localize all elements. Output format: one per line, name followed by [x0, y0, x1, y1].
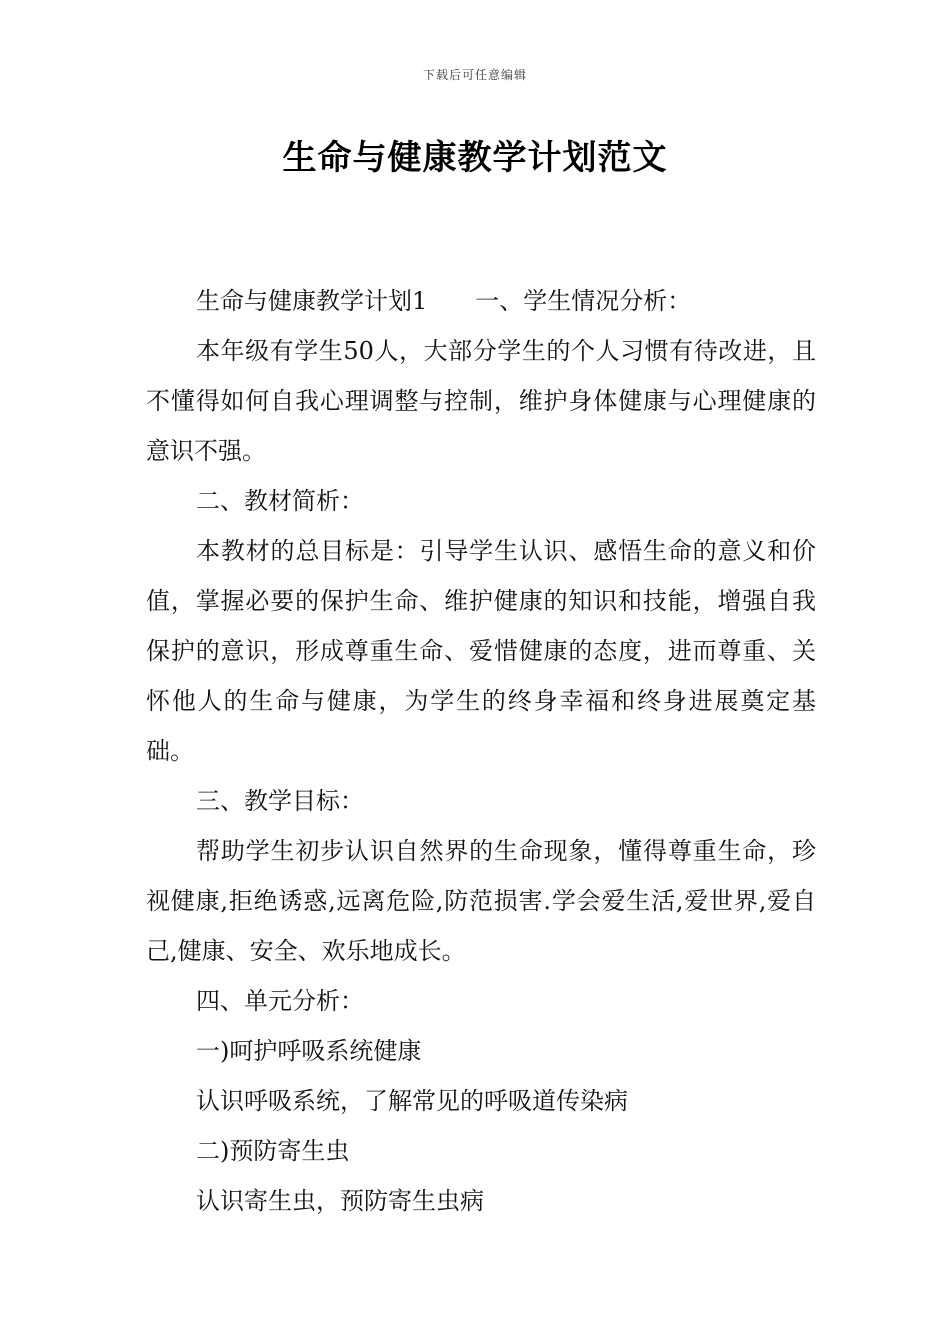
section-heading-2: 二、教材简析： [196, 487, 364, 515]
unit-description-1: 认识呼吸系统，了解常见的呼吸道传染病 [196, 1087, 628, 1115]
section-heading-3: 三、教学目标： [196, 787, 364, 815]
unit-heading-2: 二)预防寄生虫 [196, 1137, 350, 1165]
paragraph-textbook-analysis: 本教材的总目标是：引导学生认识、感悟生命的意义和价值，掌握必要的保护生命、维护健康的知识和技能，增强自我保护的意识，形成尊重生命、爱惜健康的态度，进而尊重、关怀他人的生命与健康，为学生的终身幸福和终身进展奠定基础。 [146, 537, 816, 765]
unit-heading-1: 一)呵护呼吸系统健康 [196, 1037, 422, 1065]
document-title: 生命与健康教学计划范文 [282, 138, 668, 178]
paragraph-teaching-goals: 帮助学生初步认识自然界的生命现象，懂得尊重生命，珍视健康,拒绝诱惑,远离危险,防范损害.学会爱生活,爱世界,爱自己,健康、安全、欢乐地成长。 [146, 837, 816, 965]
section-heading-4: 四、单元分析： [196, 987, 364, 1015]
intro-line [146, 276, 816, 326]
plan-label: 生命与健康教学计划1 [196, 287, 428, 315]
document-body [146, 276, 816, 1226]
section-heading-1: 一、学生情况分析： [475, 287, 692, 315]
paragraph-student-analysis: 本年级有学生50人，大部分学生的个人习惯有待改进，且不懂得如何自我心理调整与控制，维护身体健康与心理健康的意识不强。 [146, 337, 816, 465]
header-note: 下载后可任意编辑 [422, 68, 527, 82]
unit-description-2: 认识寄生虫，预防寄生虫病 [196, 1187, 484, 1215]
